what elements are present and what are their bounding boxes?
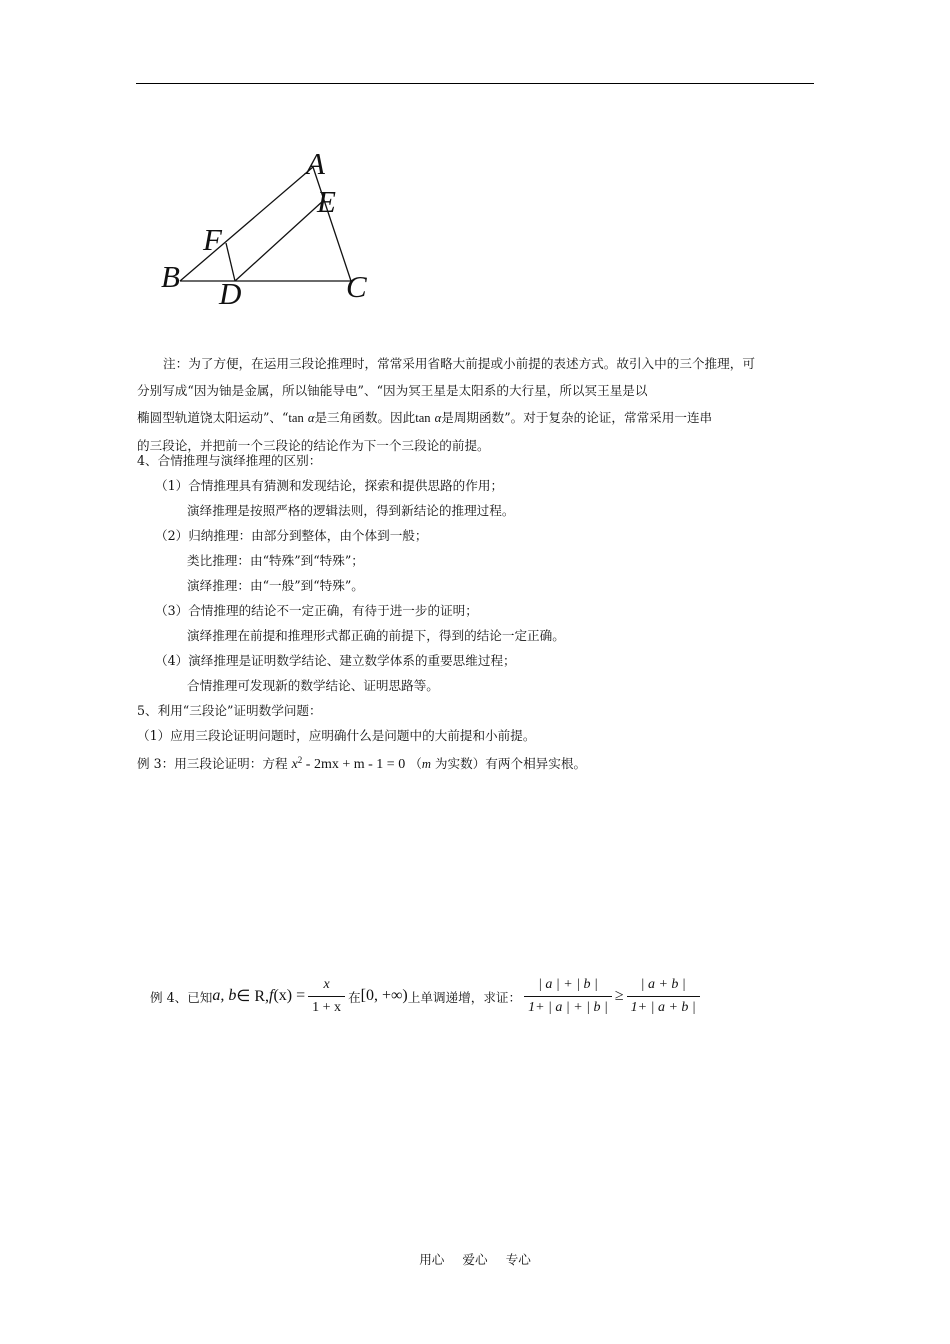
label-c: C bbox=[346, 269, 367, 304]
example-4-in: 在 bbox=[348, 989, 361, 1005]
example-3 bbox=[137, 751, 586, 774]
note-text-1: 注：为了方便，在运用三段论推理时，常常采用省略大前提或小前提的表述方式。故引入中的三个推理，可 bbox=[163, 356, 755, 371]
example-4-lhs-fraction bbox=[524, 977, 612, 1016]
fraction-numerator: x bbox=[323, 976, 330, 992]
example-4-interval: [0, +∞) bbox=[360, 987, 408, 1004]
example-3-prefix: 例 3：用三段论证明：方程 bbox=[137, 756, 288, 772]
alpha-symbol: α bbox=[434, 411, 442, 425]
fraction-denominator: 1+ | a | + | b | bbox=[524, 996, 612, 1016]
note-line-2 bbox=[137, 377, 817, 404]
fraction-denominator: 1 + x bbox=[308, 996, 345, 1016]
section-4-item: 类比推理：由“特殊”到“特殊”； bbox=[187, 553, 364, 568]
label-b: B bbox=[161, 259, 180, 294]
section-4-item: （1）合情推理具有猜测和发现结论，探索和提供思路的作用； bbox=[155, 478, 504, 493]
example-4-ge: ≥ bbox=[614, 987, 624, 1004]
fraction-numerator: | a + b | bbox=[640, 976, 686, 992]
section-4-title: 4、合情推理与演绎推理的区别： bbox=[137, 453, 322, 468]
example-4-f: f bbox=[269, 987, 274, 1004]
example-4-rhs-fraction bbox=[627, 977, 700, 1016]
label-f: F bbox=[203, 222, 222, 257]
example-4-prefix: 例 4、已知 bbox=[150, 989, 213, 1005]
example-3-paren: （ bbox=[409, 756, 422, 772]
example-4-fx: (x) = bbox=[273, 987, 306, 1004]
footer-text: 专心 bbox=[505, 1252, 531, 1267]
section-4-item: （2）归纳推理：由部分到整体，由个体到一般； bbox=[155, 528, 428, 543]
example-3-m: m bbox=[421, 757, 431, 772]
section-4-item: 合情推理可发现新的数学结论、证明思路等。 bbox=[187, 678, 439, 693]
example-4 bbox=[150, 966, 703, 1026]
fraction-denominator: 1+ | a + b | bbox=[627, 996, 700, 1016]
note-text-3b: 是三角函数。因此 bbox=[314, 410, 416, 425]
header-rule bbox=[136, 83, 814, 84]
label-a: A bbox=[306, 146, 325, 181]
note-text-3c: 是周期函数”。对于复杂的论证，常常采用一连串 bbox=[441, 410, 713, 425]
example-4-mid: 上单调递增，求证： bbox=[407, 989, 522, 1005]
note-text-2: 分别写成“因为铀是金属，所以铀能导电”、“因为冥王星是太阳系的大行星，所以冥王星是以 bbox=[137, 383, 648, 398]
triangle-figure bbox=[150, 140, 390, 315]
note-line-1 bbox=[137, 350, 817, 377]
note-line-3 bbox=[137, 404, 817, 432]
section-4-item: 演绎推理：由“一般”到“特殊”。 bbox=[187, 578, 364, 593]
fraction-numerator: | a | + | b | bbox=[538, 976, 598, 992]
section-4-item: 演绎推理是按照严格的逻辑法则，得到新结论的推理过程。 bbox=[187, 503, 515, 518]
section-4-item: （3）合情推理的结论不一定正确，有待于进一步的证明； bbox=[155, 603, 478, 618]
example-4-function-fraction bbox=[308, 977, 345, 1016]
note-paragraph bbox=[137, 350, 817, 459]
segment-de bbox=[235, 200, 324, 281]
example-4-domain: ∈ R, bbox=[236, 988, 270, 1005]
label-e: E bbox=[317, 184, 336, 219]
section-5-title: 5、利用“三段论”证明数学问题： bbox=[137, 703, 322, 718]
section-5-item: （1）应用三段论证明问题时，应明确什么是问题中的大前提和小前提。 bbox=[137, 728, 536, 743]
example-3-tail: 为实数）有两个相异实根。 bbox=[430, 756, 587, 772]
footer-text: 爱心 bbox=[462, 1252, 488, 1267]
note-text-3a: 椭圆型轨道饶太阳运动”、“ bbox=[137, 410, 289, 425]
page-footer bbox=[0, 1249, 950, 1268]
example-3-exponent: 2 bbox=[297, 755, 303, 765]
example-4-vars: a, b bbox=[212, 987, 237, 1004]
segment-ba bbox=[180, 167, 313, 281]
tan-symbol: tan bbox=[415, 411, 431, 425]
note-text-4: 的三段论，并把前一个三段论的结论作为下一个三段论的前提。 bbox=[137, 438, 490, 453]
tan-symbol: tan bbox=[288, 411, 304, 425]
section-4-item: （4）演绎推理是证明数学结论、建立数学体系的重要思维过程； bbox=[155, 653, 516, 668]
triangle-diagram bbox=[150, 140, 390, 315]
example-3-x: x bbox=[291, 757, 298, 773]
example-3-equation: - 2mx + m - 1 = 0 bbox=[302, 757, 406, 773]
section-4-item: 演绎推理在前提和推理形式都正确的前提下，得到的结论一定正确。 bbox=[187, 628, 565, 643]
label-d: D bbox=[219, 276, 242, 311]
alpha-symbol: α bbox=[307, 411, 315, 425]
footer-text: 用心 bbox=[419, 1252, 445, 1267]
